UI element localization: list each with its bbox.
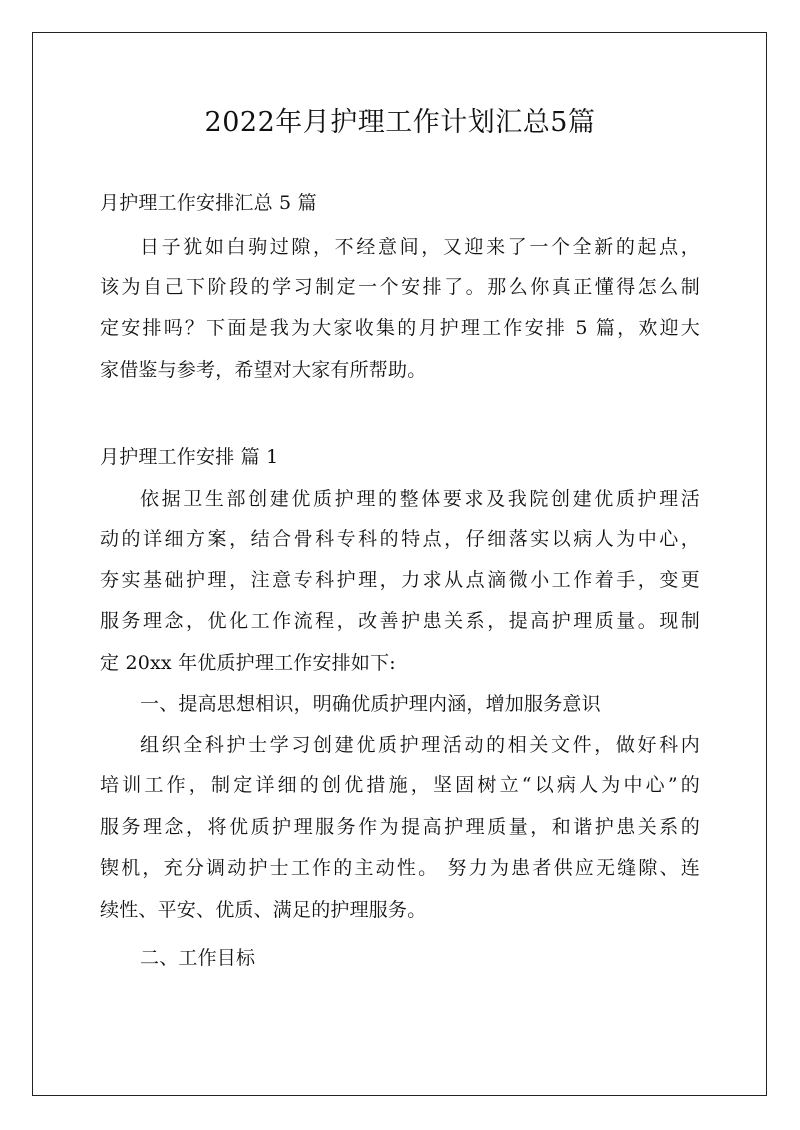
body-line: 日子犹如白驹过隙，不经意间，又迎来了一个全新的起点， [140, 236, 700, 258]
body-line: 续性、平安、优质、满足的护理服务。 [100, 899, 427, 921]
body-line: 家借鉴与参考，希望对大家有所帮助。 [100, 359, 427, 381]
body-line: 培训工作，制定详细的创优措施，坚固树立“以病人为中心”的 [100, 774, 700, 796]
body-line: 定安排吗？下面是我为大家收集的月护理工作安排 5 篇，欢迎大 [100, 317, 700, 339]
body-line: 组织全科护士学习创建优质护理活动的相关文件，做好科内 [140, 734, 700, 756]
body-line: 定 20xx 年优质护理工作安排如下: [100, 652, 396, 674]
body-line: 月护理工作安排汇总 5 篇 [100, 192, 317, 214]
body-line: 夯实基础护理，注意专科护理，力求从点滴微小工作着手，变更 [100, 569, 700, 591]
body-line: 依据卫生部创建优质护理的整体要求及我院创建优质护理活 [140, 488, 700, 510]
body-line: 月护理工作安排 篇 1 [100, 446, 279, 468]
body-line: 服务理念，优化工作流程，改善护患关系，提高护理质量。现制 [100, 610, 700, 632]
body-line: 锲机，充分调动护士工作的主动性。 努力为患者供应无缝隙、连 [100, 857, 700, 879]
body-line: 服务理念，将优质护理服务作为提高护理质量，和谐护患关系的 [100, 816, 700, 838]
body-line: 动的详细方案，结合骨科专科的特点，仔细落实以病人为中心， [100, 528, 700, 550]
body-line: 二、工作目标 [140, 947, 256, 969]
body-line: 一、提高思想相识，明确优质护理内涵，增加服务意识 [140, 693, 601, 715]
body-line: 该为自己下阶段的学习制定一个安排了。那么你真正懂得怎么制 [100, 276, 700, 298]
document-title: 2022年月护理工作计划汇总5篇 [204, 107, 596, 138]
